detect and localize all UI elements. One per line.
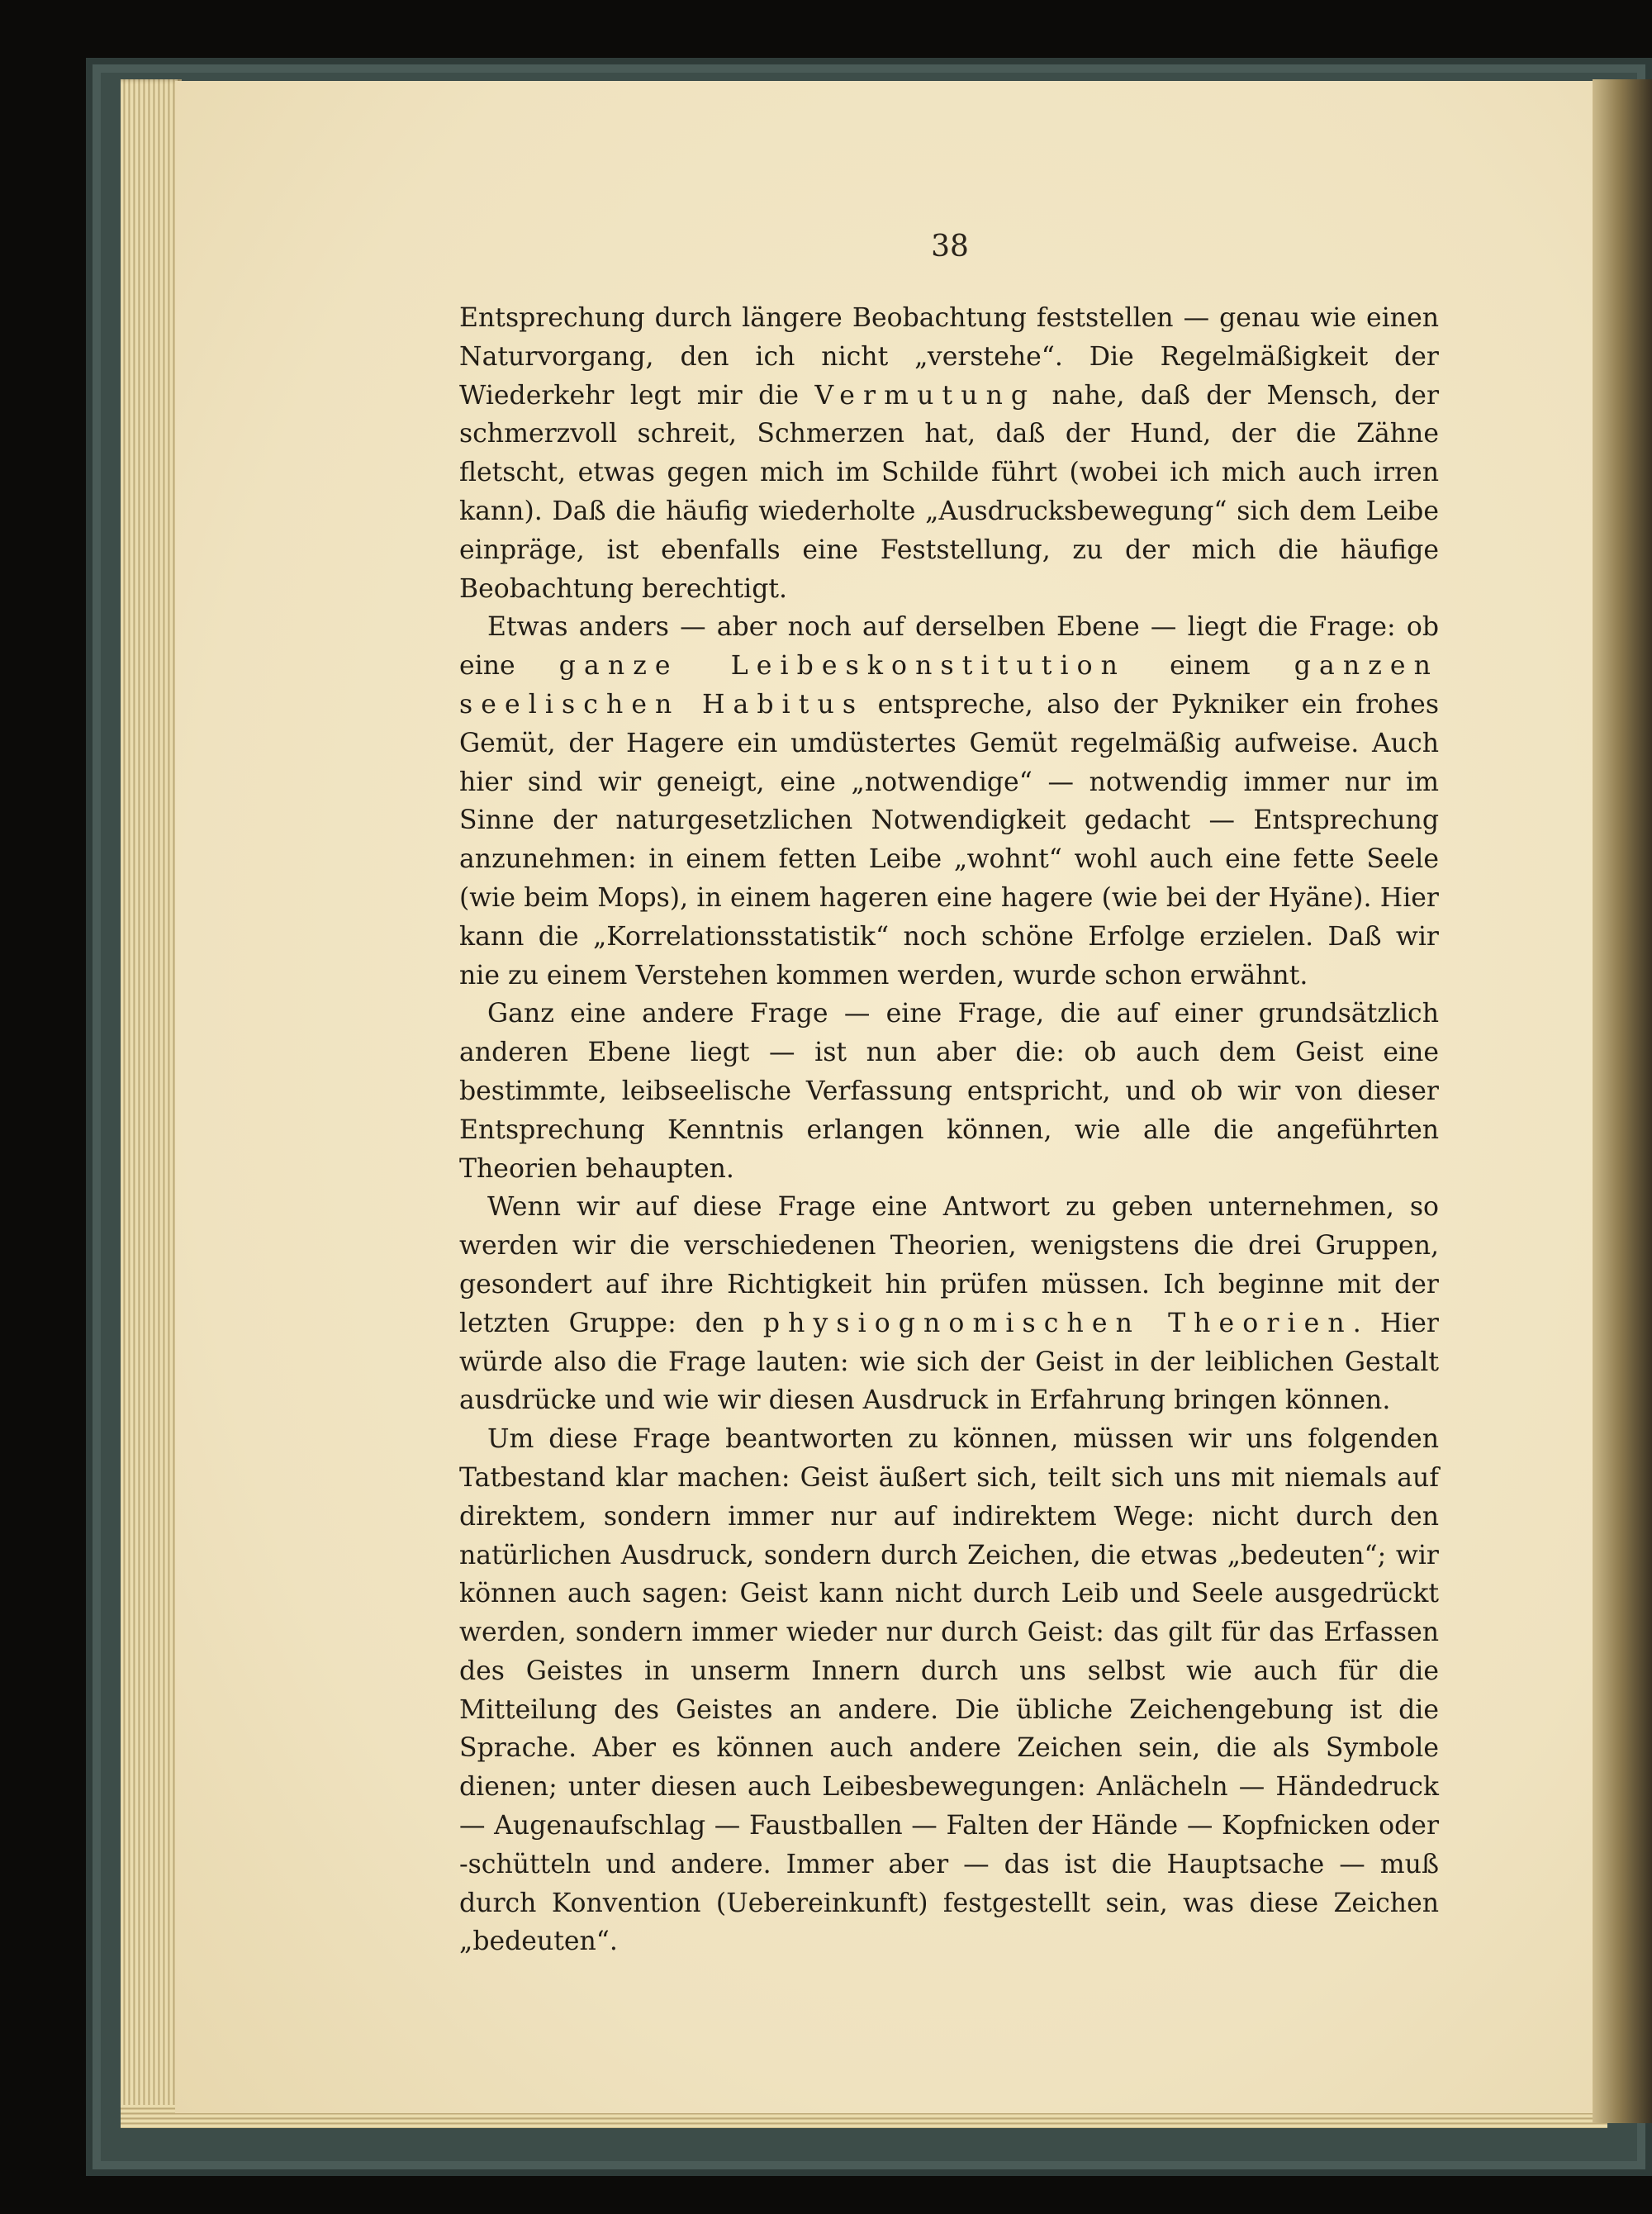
emphasized-text: ganzen seelischen Habitus: [459, 651, 1439, 720]
text-run: Wenn wir auf diese Frage eine Antwort zu geben unternehmen, so werden wir die verschiedenen Theorien, wenigstens die drei Gruppen, gesondert auf ihre Richtigkeit hin prüfen müssen. Ich beginne mit der letzten Gruppe: den: [459, 1192, 1439, 1338]
text-run: . Hier würde also die Frage lauten: wie sich der Geist in der leiblichen Gestalt ausdrücke und wie wir diesen Ausdruck in Erfahrung bringen können.: [459, 1308, 1439, 1416]
text-run: Entsprechung durch längere Beobachtung feststellen — genau wie einen Naturvorgang, den ich nicht „verstehe“. Die Regelmäßigkeit der Wiederkehr legt mir die: [459, 303, 1439, 411]
emphasized-text: ganze Leibeskonstitution: [558, 651, 1127, 682]
text-run: Um diese Frage beantworten zu können, müssen wir uns folgenden Tatbestand klar machen: Geist äußert sich, teilt sich uns mit niemals auf direktem, sondern immer nur auf indirektem Wege: nicht durch den natürlichen Ausdruck, sondern durch Zeichen, die etwas „bedeuten“; wir können auch sagen: Geist kann nicht durch Leib und Seele ausgedrückt werden, sondern immer wieder nur durch Geist: das gilt für das Erfassen des Geistes in unserm Innern durch uns selbst wie auch für die Mitteilung des Geistes an andere. Die übliche Zeichengebung ist die Sprache. Aber es können auch andere Zeichen sein, die als Symbole dienen; unter diesen auch Leibesbewegungen: Anlächeln — Händedruck — Augenaufschlag — Faustballen — Falten der Hände — Kopfnicken oder -schütteln und andere. Immer aber — das ist die Hauptsache — muß durch Konvention (Uebereinkunft) festgestellt sein, was diese Zeichen „bedeuten“.: [459, 1424, 1439, 1957]
page-edges-left: [121, 79, 182, 2126]
paragraph-3: [459, 995, 1439, 1188]
text-run: entspreche, also der Pykniker ein frohes Gemüt, der Hagere ein umdüstertes Gemüt regelmäßig aufweise. Auch hier sind wir geneigt, eine „notwendige“ — notwendig immer nur im Sinne der naturgesetzlichen Notwendigkeit gedacht — Entsprechung anzunehmen: in einem fetten Leibe „wohnt“ wohl auch eine fette Seele (wie beim Mops), in einem hageren eine hagere (wie bei der Hyäne). Hier kann die „Korrelationsstatistik“ noch schöne Erfolge erzielen. Daß wir nie zu einem Verstehen kommen werden, wurde schon erwähnt.: [459, 689, 1439, 991]
body-text: [459, 299, 1439, 1961]
text-run: Etwas anders — aber noch auf derselben Ebene — liegt die Frage: ob eine: [459, 612, 1439, 682]
emphasized-text: physiognomischen Theorien: [762, 1308, 1353, 1338]
emphasized-text: Vermutung: [814, 380, 1037, 411]
text-run: Ganz eine andere Frage — eine Frage, die auf einer grundsätzlich anderen Ebene liegt — ist nun aber die: ob auch dem Geist eine bestimmte, leibseelische Verfassung entspricht, und ob wir von dieser Entsprechung Kenntnis erlangen können, wie alle die angeführten Theorien behaupten.: [459, 999, 1439, 1184]
text-run: einem: [1126, 651, 1294, 682]
book-gutter: [1593, 79, 1652, 2123]
paragraph-5: [459, 1420, 1439, 1961]
page-number: 38: [931, 230, 969, 264]
paragraph-2: [459, 608, 1439, 995]
paragraph-1: [459, 299, 1439, 608]
paragraph-4: [459, 1188, 1439, 1420]
text-run: nahe, daß der Mensch, der schmerzvoll schreit, Schmerzen hat, daß der Hund, der die Zähne fletscht, etwas gegen mich im Schilde führt (wobei ich mich auch irren kann). Daß die häufig wiederholte „Ausdrucksbewegung“ sich dem Leibe einpräge, ist ebenfalls eine Feststellung, zu der mich die häufige Beobachtung berechtigt.: [459, 380, 1440, 604]
